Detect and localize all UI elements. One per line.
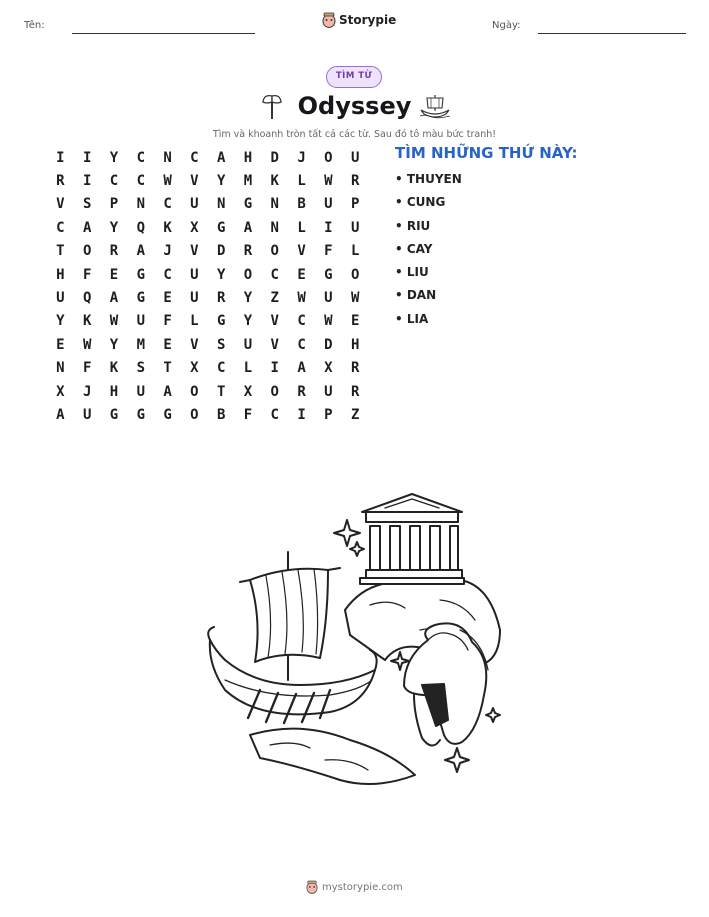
grid-cell[interactable]: C [56, 219, 65, 236]
grid-cell[interactable]: G [216, 313, 226, 330]
grid-cell[interactable]: F [82, 360, 92, 377]
grid-cell[interactable]: D [216, 243, 226, 260]
grid-cell[interactable]: G [243, 196, 253, 213]
grid-cell[interactable]: K [270, 173, 279, 190]
grid-cell[interactable]: U [190, 290, 199, 307]
grid-cell[interactable]: U [136, 383, 145, 400]
grid-cell[interactable]: O [350, 266, 360, 283]
grid-cell[interactable]: U [190, 196, 199, 213]
word-item: • RIU [395, 218, 431, 233]
grid-cell[interactable]: E [163, 336, 172, 353]
grid-cell[interactable]: Y [216, 266, 226, 283]
word-item: • LIA [395, 311, 429, 326]
grid-cell[interactable]: U [350, 219, 360, 236]
grid-cell[interactable]: S [82, 196, 92, 213]
grid-cell[interactable]: G [216, 219, 226, 236]
grid-cell[interactable]: C [270, 406, 279, 423]
grid-cell[interactable]: O [243, 266, 253, 283]
grid-row [47, 216, 369, 239]
grid-cell[interactable]: O [270, 243, 279, 260]
grid-cell[interactable]: A [163, 383, 172, 400]
grid-cell[interactable]: U [190, 266, 199, 283]
grid-cell[interactable]: E [56, 336, 65, 353]
grid-cell[interactable]: S [136, 360, 145, 377]
grid-cell[interactable]: U [136, 313, 145, 330]
grid-cell[interactable]: R [350, 383, 360, 400]
grid-cell[interactable]: C [136, 173, 145, 190]
grid-row [47, 380, 369, 403]
grid-cell[interactable]: H [56, 266, 65, 283]
grid-cell[interactable]: V [190, 243, 199, 260]
grid-cell[interactable]: O [190, 406, 199, 423]
grid-cell[interactable]: A [56, 406, 65, 423]
grid-cell[interactable]: B [297, 196, 306, 213]
word-item: • THUYEN [395, 172, 462, 186]
grid-cell[interactable]: V [270, 313, 279, 330]
grid-cell[interactable]: F [243, 406, 253, 423]
grid-cell[interactable]: K [109, 360, 119, 377]
grid-cell[interactable]: T [56, 243, 65, 260]
grid-cell[interactable]: U [82, 406, 92, 423]
grid-cell[interactable]: U [350, 149, 360, 166]
grid-cell[interactable]: R [109, 243, 119, 260]
grid-cell[interactable]: V [297, 243, 306, 260]
grid-cell[interactable]: U [243, 336, 253, 353]
grid-cell[interactable]: Y [56, 313, 65, 330]
grid-cell[interactable]: A [136, 243, 145, 260]
grid-cell[interactable]: V [190, 336, 199, 353]
grid-cell[interactable]: X [56, 383, 65, 400]
grid-row [47, 333, 369, 356]
word-item: • DAN [395, 288, 437, 303]
grid-row [47, 169, 369, 192]
grid-cell[interactable]: C [297, 313, 306, 330]
grid-cell[interactable]: Z [270, 290, 279, 307]
grid-cell[interactable]: J [297, 149, 306, 166]
storypie-mascot-icon [322, 12, 336, 28]
grid-cell[interactable]: I [270, 360, 279, 377]
grid-cell[interactable]: I [82, 173, 92, 190]
badge-tim-tu: TÌM TỪ [326, 66, 382, 88]
grid-cell[interactable]: E [350, 313, 360, 330]
grid-cell[interactable]: A [109, 290, 119, 307]
grid-cell[interactable]: W [109, 313, 119, 330]
grid-cell[interactable]: N [163, 149, 172, 166]
grid-cell[interactable]: R [350, 173, 360, 190]
grid-row [47, 146, 369, 169]
grid-row [47, 403, 369, 426]
grid-cell[interactable]: F [324, 243, 333, 260]
grid-cell[interactable]: Z [350, 406, 360, 423]
grid-cell[interactable]: W [163, 173, 172, 190]
word-list [395, 172, 462, 335]
storypie-mascot-icon [306, 880, 318, 894]
grid-row [47, 286, 369, 309]
grid-cell[interactable]: I [324, 219, 333, 236]
grid-cell[interactable]: H [243, 149, 253, 166]
grid-cell[interactable]: H [109, 383, 119, 400]
word-list-title: TÌM NHỮNG THỨ NÀY: [395, 144, 578, 162]
grid-cell[interactable]: C [136, 149, 145, 166]
grid-cell[interactable]: G [136, 266, 145, 283]
grid-cell[interactable]: V [270, 336, 279, 353]
grid-cell[interactable]: R [297, 383, 306, 400]
grid-cell[interactable]: J [82, 383, 92, 400]
grid-cell[interactable]: H [350, 336, 360, 353]
grid-cell[interactable]: F [82, 266, 92, 283]
grid-cell[interactable]: C [163, 196, 172, 213]
grid-cell[interactable]: Y [243, 290, 253, 307]
grid-cell[interactable]: A [82, 219, 92, 236]
word-item: • CUNG [395, 195, 446, 210]
grid-cell[interactable]: L [297, 173, 306, 190]
grid-cell[interactable]: U [324, 383, 333, 400]
grid-row [47, 357, 369, 380]
grid-cell[interactable]: C [216, 360, 226, 377]
grid-cell[interactable]: Y [109, 219, 119, 236]
grid-cell[interactable]: I [297, 406, 306, 423]
grid-cell[interactable]: L [190, 313, 199, 330]
grid-cell[interactable]: I [56, 149, 65, 166]
grid-cell[interactable]: N [136, 196, 145, 213]
grid-cell[interactable]: V [190, 173, 199, 190]
grid-cell[interactable]: F [163, 313, 172, 330]
grid-cell[interactable]: C [297, 336, 306, 353]
grid-cell[interactable]: W [297, 290, 306, 307]
grid-cell[interactable]: I [82, 149, 92, 166]
date-line[interactable] [538, 33, 686, 34]
name-label: Tên: [24, 20, 45, 31]
grid-cell[interactable]: Y [109, 149, 119, 166]
grid-cell[interactable]: O [324, 149, 333, 166]
grid-cell[interactable]: O [270, 383, 279, 400]
grid-cell[interactable]: S [216, 336, 226, 353]
grid-cell[interactable]: L [350, 243, 360, 260]
grid-cell[interactable]: M [243, 173, 253, 190]
grid-cell[interactable]: N [216, 196, 226, 213]
grid-cell[interactable]: B [216, 406, 226, 423]
grid-cell[interactable]: X [324, 360, 333, 377]
grid-cell[interactable]: X [190, 360, 199, 377]
grid-cell[interactable]: T [216, 383, 226, 400]
grid-cell[interactable]: G [324, 266, 333, 283]
grid-cell[interactable]: E [297, 266, 306, 283]
grid-cell[interactable]: X [243, 383, 253, 400]
grid-cell[interactable]: G [136, 290, 145, 307]
grid-cell[interactable]: U [324, 290, 333, 307]
word-item: • LIU [395, 265, 429, 280]
grid-cell[interactable]: C [270, 266, 279, 283]
grid-cell[interactable]: R [350, 360, 360, 377]
page-title: Odyssey [297, 92, 412, 120]
grid-cell[interactable]: E [163, 290, 172, 307]
greek-ship-temple-helmet-illustration [200, 490, 510, 790]
grid-cell[interactable]: W [324, 173, 333, 190]
grid-cell[interactable]: W [350, 290, 360, 307]
grid-cell[interactable]: T [163, 360, 172, 377]
grid-cell[interactable]: U [324, 196, 333, 213]
grid-cell[interactable]: A [297, 360, 306, 377]
grid-row [47, 310, 369, 333]
grid-cell[interactable]: P [109, 196, 119, 213]
grid-cell[interactable]: G [163, 406, 172, 423]
grid-row [47, 193, 369, 216]
instructions: Tìm và khoanh tròn tất cả các từ. Sau đó tô màu bức tranh! [212, 129, 497, 140]
grid-cell[interactable]: O [190, 383, 199, 400]
word-item: • CAY [395, 241, 433, 256]
grid-cell[interactable]: C [163, 266, 172, 283]
grid-cell[interactable]: R [56, 173, 65, 190]
grid-cell[interactable]: Y [216, 173, 226, 190]
grid-cell[interactable]: C [190, 149, 199, 166]
grid-cell[interactable]: L [243, 360, 253, 377]
grid-cell[interactable]: Y [243, 313, 253, 330]
grid-cell[interactable]: X [190, 219, 199, 236]
grid-cell[interactable]: M [136, 336, 145, 353]
grid-cell[interactable]: G [109, 406, 119, 423]
grid-cell[interactable]: A [216, 149, 226, 166]
grid-cell[interactable]: Y [109, 336, 119, 353]
footer-url: mystorypie.com [322, 881, 403, 893]
grid-cell[interactable]: P [324, 406, 333, 423]
ship-icon [418, 92, 452, 120]
grid-cell[interactable]: W [324, 313, 333, 330]
footer [306, 880, 403, 894]
grid-cell[interactable]: K [82, 313, 92, 330]
date-label: Ngày: [492, 20, 521, 31]
brand-name: Storypie [339, 13, 397, 27]
grid-cell[interactable]: N [56, 360, 65, 377]
grid-cell[interactable]: J [163, 243, 172, 260]
grid-cell[interactable]: K [163, 219, 172, 236]
brand [322, 12, 396, 28]
grid-cell[interactable]: P [350, 196, 360, 213]
grid-row [47, 240, 369, 263]
grid-cell[interactable]: E [109, 266, 119, 283]
grid-cell[interactable]: N [270, 219, 279, 236]
grid-cell[interactable]: O [82, 243, 92, 260]
grid-cell[interactable]: G [136, 406, 145, 423]
grid-cell[interactable]: Q [82, 290, 92, 307]
grid-row [47, 263, 369, 286]
grid-cell[interactable]: V [56, 196, 65, 213]
grid-cell[interactable]: A [243, 219, 253, 236]
grid-cell[interactable]: N [270, 196, 279, 213]
grid-cell[interactable]: R [243, 243, 253, 260]
grid-cell[interactable]: D [324, 336, 333, 353]
grid-cell[interactable]: Q [136, 219, 145, 236]
grid-cell[interactable]: W [82, 336, 92, 353]
grid-cell[interactable]: L [297, 219, 306, 236]
grid-cell[interactable]: D [270, 149, 279, 166]
grid-cell[interactable]: U [56, 290, 65, 307]
grid-cell[interactable]: C [109, 173, 119, 190]
grid-cell[interactable]: R [216, 290, 226, 307]
name-line[interactable] [72, 33, 255, 34]
letter-grid[interactable] [47, 146, 369, 427]
